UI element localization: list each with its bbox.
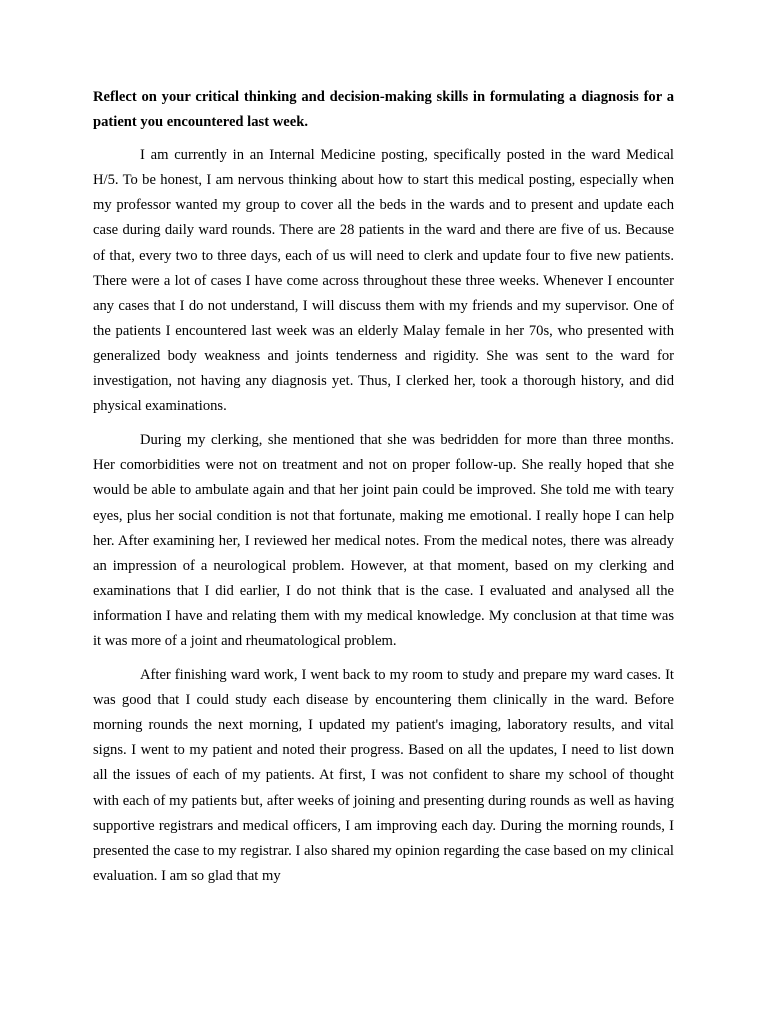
paragraph-1: I am currently in an Internal Medicine posting, specifically posted in the ward Medical H/5. To be honest, I am nervous thinking about how to start this medical posting, especially when my professor wanted my group to cover all the beds in the wards and to present and update each case during daily ward rounds. There are 28 patients in the ward and there are five of us. Because of that, every two to three days, each of us will need to clerk and update four to five new patients. There were a lot of cases I have come across throughout these three weeks. Whenever I encounter any cases that I do not understand, I will discuss them with my friends and my supervisor. One of the patients I encountered last week was an elderly Malay female in her 70s, who presented with generalized body weakness and joints tenderness and rigidity. She was sent to the ward for investigation, not having any diagnosis yet. Thus, I clerked her, took a thorough history, and did physical examinations.: [93, 147, 674, 415]
paragraph-3: After finishing ward work, I went back to my room to study and prepare my ward cases. It was good that I could study each disease by encountering them clinically in the ward. Before morning rounds the next morning, I updated my patient's imaging, laboratory results, and vital signs. I went to my patient and noted their progress. Based on all the updates, I need to list down all the issues of each of my patients. At first, I was not confident to share my school of thought with each of my patients but, after weeks of joining and presenting during rounds as well as having supportive registrars and medical officers, I am improving each day. During the morning rounds, I presented the case to my registrar. I also shared my opinion regarding the case based on my clinical evaluation. I am so glad that my: [93, 667, 674, 884]
document-page: [93, 85, 674, 898]
essay-prompt-heading: Reflect on your critical thinking and decision-making skills in formulating a diagnosis for a patient you encountered last week.: [93, 89, 674, 131]
paragraph-2: During my clerking, she mentioned that she was bedridden for more than three months. Her comorbidities were not on treatment and not on proper follow-up. She really hoped that she would be able to ambulate again and that her joint pain could be improved. She told me with teary eyes, plus her social condition is not that fortunate, making me emotional. I really hope I can help her. After examining her, I reviewed her medical notes. From the medical notes, there was already an impression of a neurological problem. However, at that moment, based on my clerking and examinations that I did earlier, I do not think that is the case. I evaluated and analysed all the information I have and relating them with my medical knowledge. My conclusion at that time was it was more of a joint and rheumatological problem.: [93, 432, 674, 649]
